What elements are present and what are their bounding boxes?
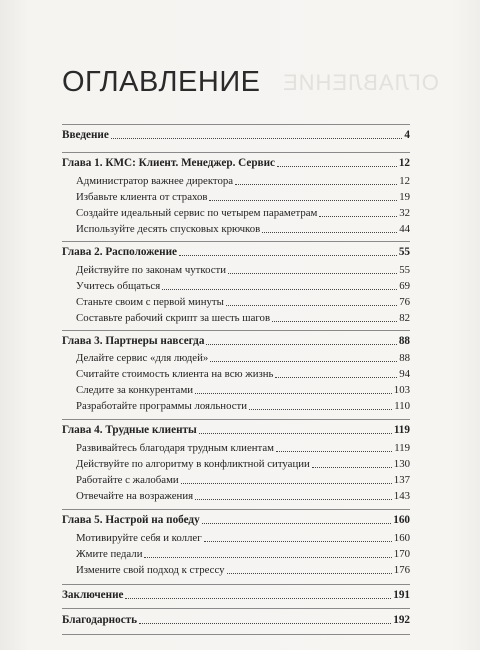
toc-page-number: 110: [394, 400, 410, 412]
dot-leader: [179, 254, 397, 256]
toc-section-row[interactable]: [62, 191, 410, 204]
toc-page-number: 55: [399, 264, 410, 276]
toc-page-number: 4: [404, 129, 410, 141]
toc-page-number: 119: [393, 424, 410, 436]
toc-entry-title: Администратор важнее директора: [76, 175, 234, 187]
toc-section-row[interactable]: [62, 490, 410, 503]
toc-page-number: 82: [399, 312, 410, 324]
toc-entry-title: Избавьте клиента от страхов: [76, 191, 208, 203]
toc-page-number: 160: [393, 514, 410, 526]
toc-page-number: 103: [393, 384, 410, 396]
dot-leader: [202, 522, 392, 524]
toc-page-number: 12: [399, 175, 410, 187]
toc-page-number: 12: [398, 157, 410, 169]
toc-entry-title: Действуйте по алгоритму в конфликтной ситуации: [76, 458, 310, 470]
section-divider: [62, 152, 410, 153]
toc-section-row[interactable]: [62, 223, 410, 236]
dot-leader: [272, 320, 397, 322]
dot-leader: [210, 360, 397, 362]
dot-leader: [139, 622, 391, 624]
toc-chapter-row[interactable]: [62, 246, 410, 259]
toc-entry-title: Станьте своим с первой минуты: [76, 296, 224, 308]
toc-page-number: 88: [399, 352, 410, 364]
dot-leader: [227, 572, 392, 574]
toc-entry-title: Заключение: [62, 589, 124, 601]
dot-leader: [206, 343, 396, 345]
toc-section-row[interactable]: [62, 264, 410, 277]
dot-leader: [277, 165, 397, 167]
dot-leader: [226, 304, 397, 306]
dot-leader: [125, 597, 391, 599]
dot-leader: [162, 288, 397, 290]
toc-entry-title: Глава 5. Настрой на победу: [62, 514, 200, 526]
dot-leader: [144, 556, 391, 558]
toc-page-number: 192: [393, 614, 410, 626]
dot-leader: [209, 199, 397, 201]
dot-leader: [275, 376, 397, 378]
toc-entry-title: Делайте сервис «для людей»: [76, 352, 209, 364]
toc-section-row[interactable]: [62, 564, 410, 577]
toc-page-number: 55: [398, 246, 410, 258]
toc-page-number: 176: [393, 564, 410, 576]
toc-page-number: 143: [393, 490, 410, 502]
toc-section-row[interactable]: [62, 532, 410, 545]
toc-page-number: 44: [399, 223, 410, 235]
toc-chapter-row[interactable]: [62, 514, 410, 527]
dot-leader: [181, 482, 392, 484]
toc-section-row[interactable]: [62, 280, 410, 293]
dot-leader: [262, 231, 397, 233]
toc-entry-title: Развивайтесь благодаря трудным клиентам: [76, 442, 274, 454]
toc-page-number: 19: [399, 191, 410, 203]
toc-section-row[interactable]: [62, 400, 410, 413]
dot-leader: [199, 432, 392, 434]
toc-entry-title: Глава 1. КМС: Клиент. Менеджер. Сервис: [62, 157, 276, 169]
toc-entry-title: Следите за конкурентами: [76, 384, 194, 396]
toc-section-row[interactable]: [62, 548, 410, 561]
toc-section-row[interactable]: [62, 458, 410, 471]
page-title: ОГЛАВЛЕНИЕ: [62, 66, 261, 98]
toc-section-row[interactable]: [62, 296, 410, 309]
toc-entry-title: Действуйте по законам чуткости: [76, 264, 227, 276]
toc-entry-title: Благодарность: [62, 614, 138, 626]
section-divider: [62, 241, 410, 242]
section-divider: [62, 634, 410, 635]
toc-chapter-row[interactable]: [62, 589, 410, 602]
toc-page-number: 170: [393, 548, 410, 560]
toc-page-number: 160: [393, 532, 410, 544]
toc-entry-title: Разработайте программы лояльности: [76, 400, 248, 412]
toc-page-number: 69: [399, 280, 410, 292]
toc-chapter-row[interactable]: [62, 335, 410, 348]
dot-leader: [319, 215, 397, 217]
section-divider: [62, 419, 410, 420]
toc-chapter-row[interactable]: [62, 424, 410, 437]
toc-entry-title: Используйте десять спусковых крючков: [76, 223, 261, 235]
toc-entry-title: Жмите педали: [76, 548, 143, 560]
section-divider: [62, 608, 410, 609]
dot-leader: [312, 466, 392, 468]
toc-section-row[interactable]: [62, 474, 410, 487]
toc-entry-title: Глава 2. Расположение: [62, 246, 178, 258]
toc-entry-title: Измените свой подход к стрессу: [76, 564, 225, 576]
toc-page-number: 76: [399, 296, 410, 308]
toc-entry-title: Считайте стоимость клиента на всю жизнь: [76, 368, 274, 380]
toc-entry-title: Отвечайте на возражения: [76, 490, 194, 502]
section-divider: [62, 330, 410, 331]
toc-entry-title: Мотивируйте себя и коллег: [76, 532, 202, 544]
dot-leader: [204, 540, 392, 542]
toc-entry-title: Введение: [62, 129, 109, 141]
toc-section-row[interactable]: [62, 442, 410, 455]
section-divider: [62, 509, 410, 510]
toc-section-row[interactable]: [62, 368, 410, 381]
section-divider: [62, 584, 410, 585]
bleed-through-text: ОГЛАВЛЕНИЕ: [282, 70, 439, 95]
toc-chapter-row[interactable]: [62, 129, 410, 142]
toc-page-number: 32: [399, 207, 410, 219]
toc-section-row[interactable]: [62, 175, 410, 188]
toc-page-number: 88: [398, 335, 410, 347]
toc-section-row[interactable]: [62, 312, 410, 325]
toc-page-number: 191: [393, 589, 410, 601]
toc-entry-title: Создайте идеальный сервис по четырем параметрам: [76, 207, 318, 219]
toc-chapter-row[interactable]: [62, 157, 410, 170]
toc-entry-title: Глава 4. Трудные клиенты: [62, 424, 197, 436]
dot-leader: [228, 272, 397, 274]
toc-chapter-row[interactable]: [62, 614, 410, 627]
toc-entry-title: Учитесь общаться: [76, 280, 161, 292]
toc-section-row[interactable]: [62, 352, 410, 365]
toc-page-number: 130: [393, 458, 410, 470]
dot-leader: [276, 450, 392, 452]
dot-leader: [111, 137, 403, 139]
toc-page-number: 94: [399, 368, 410, 380]
toc-entry-title: Работайте с жалобами: [76, 474, 179, 486]
dot-leader: [195, 498, 392, 500]
section-divider: [62, 124, 410, 125]
dot-leader: [235, 183, 397, 185]
toc-page-number: 137: [393, 474, 410, 486]
toc-page-number: 119: [394, 442, 410, 454]
toc-section-row[interactable]: [62, 384, 410, 397]
dot-leader: [249, 408, 392, 410]
dot-leader: [195, 392, 392, 394]
toc-section-row[interactable]: [62, 207, 410, 220]
toc-entry-title: Составьте рабочий скрипт за шесть шагов: [76, 312, 271, 324]
toc-entry-title: Глава 3. Партнеры навсегда: [62, 335, 205, 347]
